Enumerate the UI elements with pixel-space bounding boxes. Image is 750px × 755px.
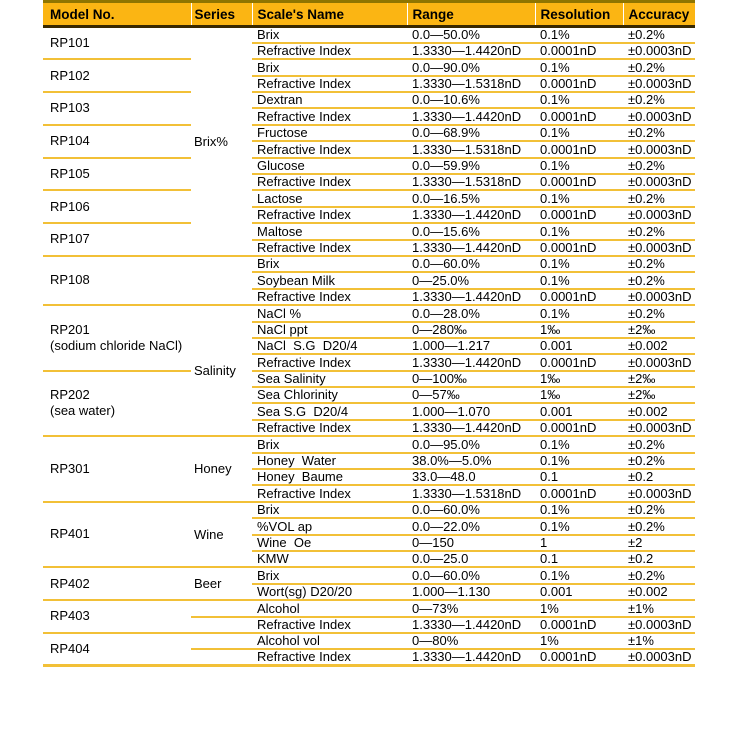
- series-cell-empty: [191, 600, 252, 616]
- scale-name-cell: Refractive Index: [252, 174, 407, 190]
- table-row: [43, 158, 695, 174]
- range-cell: 0.0—60.0%: [407, 567, 535, 583]
- accuracy-cell: ±0.2%: [623, 256, 695, 272]
- range-cell: 0—100‰: [407, 371, 535, 387]
- range-cell: 0—73%: [407, 600, 535, 616]
- accuracy-cell: ±0.0003nD: [623, 420, 695, 436]
- accuracy-cell: ±0.0003nD: [623, 76, 695, 92]
- resolution-cell: 0.0001nD: [535, 649, 623, 665]
- scale-name-cell: Maltose: [252, 223, 407, 239]
- resolution-cell: 0.1%: [535, 59, 623, 75]
- scale-name-cell: Alcohol: [252, 600, 407, 616]
- range-cell: 1.3330—1.5318nD: [407, 76, 535, 92]
- model-no: RP403: [50, 608, 90, 624]
- resolution-cell: 0.0001nD: [535, 420, 623, 436]
- table-row: [43, 600, 695, 616]
- resolution-cell: 0.1%: [535, 305, 623, 321]
- accuracy-cell: ±1%: [623, 633, 695, 649]
- range-cell: 1.3330—1.5318nD: [407, 174, 535, 190]
- accuracy-cell: ±0.2%: [623, 272, 695, 288]
- model-no: RP202: [50, 387, 90, 403]
- model-no: RP402: [50, 575, 90, 591]
- resolution-cell: 0.0001nD: [535, 289, 623, 305]
- accuracy-cell: ±0.0003nD: [623, 108, 695, 124]
- model-no: RP101: [50, 35, 90, 51]
- accuracy-cell: ±0.2%: [623, 502, 695, 518]
- model-no: RP108: [50, 272, 90, 288]
- range-cell: 0.0—15.6%: [407, 223, 535, 239]
- accuracy-cell: ±0.002: [623, 403, 695, 419]
- resolution-cell: 0.1%: [535, 158, 623, 174]
- series-cell: [191, 256, 252, 305]
- accuracy-cell: ±0.2%: [623, 223, 695, 239]
- spec-table-body: [43, 27, 695, 666]
- range-cell: 1.3330—1.4420nD: [407, 43, 535, 59]
- model-cell: [43, 436, 191, 502]
- range-cell: 1.3330—1.4420nD: [407, 289, 535, 305]
- scale-name-cell: Honey Baume: [252, 469, 407, 485]
- resolution-cell: 0.1%: [535, 27, 623, 43]
- model-no: RP301: [50, 460, 90, 476]
- range-cell: 0.0—59.9%: [407, 158, 535, 174]
- range-cell: 0.0—90.0%: [407, 59, 535, 75]
- range-cell: 1.000—1.070: [407, 403, 535, 419]
- column-header-accuracy: Accuracy: [623, 2, 695, 27]
- range-cell: 0.0—25.0: [407, 551, 535, 567]
- accuracy-cell: ±0.2: [623, 469, 695, 485]
- accuracy-cell: ±0.2%: [623, 27, 695, 43]
- series-cell: Wine: [191, 502, 252, 568]
- range-cell: 0—57‰: [407, 387, 535, 403]
- model-cell: [43, 305, 191, 371]
- model-no: RP105: [50, 165, 90, 181]
- resolution-cell: 1: [535, 535, 623, 551]
- column-header-range: Range: [407, 2, 535, 27]
- resolution-cell: 0.0001nD: [535, 617, 623, 633]
- table-row: [43, 190, 695, 206]
- resolution-cell: 0.001: [535, 584, 623, 600]
- table-row: [43, 567, 695, 583]
- scale-name-cell: Fructose: [252, 125, 407, 141]
- accuracy-cell: ±0.0003nD: [623, 617, 695, 633]
- accuracy-cell: ±0.2%: [623, 518, 695, 534]
- model-no: RP103: [50, 100, 90, 116]
- accuracy-cell: ±0.0003nD: [623, 240, 695, 256]
- scale-name-cell: Sea Salinity: [252, 371, 407, 387]
- accuracy-cell: ±0.2%: [623, 158, 695, 174]
- range-cell: 1.3330—1.4420nD: [407, 240, 535, 256]
- range-cell: 0.0—50.0%: [407, 27, 535, 43]
- scale-name-cell: Soybean Milk: [252, 272, 407, 288]
- resolution-cell: 0.1%: [535, 272, 623, 288]
- header-row: [43, 2, 695, 27]
- table-row: [43, 633, 695, 649]
- series-cell-empty: [191, 633, 252, 649]
- series-cell-empty: [191, 617, 252, 633]
- accuracy-cell: ±0.2%: [623, 92, 695, 108]
- range-cell: 1.3330—1.5318nD: [407, 141, 535, 157]
- model-no: RP404: [50, 640, 90, 656]
- column-header-series: Series: [191, 2, 252, 27]
- scale-name-cell: Lactose: [252, 190, 407, 206]
- range-cell: 0—80%: [407, 633, 535, 649]
- scale-name-cell: Refractive Index: [252, 354, 407, 370]
- column-header-scales-name: Scale's Name: [252, 2, 407, 27]
- accuracy-cell: ±0.2%: [623, 305, 695, 321]
- model-cell: [43, 92, 191, 125]
- accuracy-cell: ±0.0003nD: [623, 649, 695, 665]
- scale-name-cell: Sea S.G D20/4: [252, 403, 407, 419]
- range-cell: 0—280‰: [407, 322, 535, 338]
- model-cell: [43, 125, 191, 158]
- model-note: (sea water): [50, 403, 116, 419]
- accuracy-cell: ±2‰: [623, 387, 695, 403]
- range-cell: 38.0%—5.0%: [407, 453, 535, 469]
- accuracy-cell: ±2‰: [623, 371, 695, 387]
- scale-name-cell: Refractive Index: [252, 207, 407, 223]
- resolution-cell: 0.0001nD: [535, 43, 623, 59]
- resolution-cell: 0.0001nD: [535, 485, 623, 501]
- scale-name-cell: Brix: [252, 256, 407, 272]
- scale-name-cell: Sea Chlorinity: [252, 387, 407, 403]
- model-no: RP104: [50, 133, 90, 149]
- accuracy-cell: ±0.2%: [623, 59, 695, 75]
- range-cell: 0.0—60.0%: [407, 256, 535, 272]
- range-cell: 0.0—10.6%: [407, 92, 535, 108]
- model-no: RP102: [50, 67, 90, 83]
- scale-name-cell: Refractive Index: [252, 485, 407, 501]
- accuracy-cell: ±2: [623, 535, 695, 551]
- resolution-cell: 1%: [535, 633, 623, 649]
- model-note: (sodium chloride NaCl): [50, 337, 183, 353]
- scale-name-cell: Wine Oe: [252, 535, 407, 551]
- resolution-cell: 0.1: [535, 469, 623, 485]
- range-cell: 1.3330—1.4420nD: [407, 108, 535, 124]
- scale-name-cell: Refractive Index: [252, 240, 407, 256]
- accuracy-cell: ±0.002: [623, 338, 695, 354]
- resolution-cell: 1‰: [535, 371, 623, 387]
- resolution-cell: 0.1%: [535, 567, 623, 583]
- model-cell: [43, 567, 191, 600]
- range-cell: 0—150: [407, 535, 535, 551]
- range-cell: 1.000—1.130: [407, 584, 535, 600]
- resolution-cell: 0.001: [535, 338, 623, 354]
- resolution-cell: 0.0001nD: [535, 108, 623, 124]
- resolution-cell: 0.0001nD: [535, 76, 623, 92]
- model-cell: [43, 223, 191, 256]
- resolution-cell: 0.0001nD: [535, 174, 623, 190]
- resolution-cell: 0.1%: [535, 518, 623, 534]
- model-no: RP107: [50, 231, 90, 247]
- resolution-cell: 0.1%: [535, 502, 623, 518]
- resolution-cell: 0.1%: [535, 436, 623, 452]
- series-cell-empty: [191, 649, 252, 665]
- resolution-cell: 0.1%: [535, 92, 623, 108]
- model-cell: [43, 256, 191, 305]
- range-cell: 0.0—22.0%: [407, 518, 535, 534]
- model-cell: [43, 158, 191, 191]
- range-cell: 1.3330—1.4420nD: [407, 420, 535, 436]
- accuracy-cell: ±2‰: [623, 322, 695, 338]
- scale-name-cell: Brix: [252, 59, 407, 75]
- range-cell: 0.0—16.5%: [407, 190, 535, 206]
- scale-name-cell: Refractive Index: [252, 617, 407, 633]
- resolution-cell: 1‰: [535, 387, 623, 403]
- scale-name-cell: Refractive Index: [252, 43, 407, 59]
- scale-name-cell: Brix: [252, 567, 407, 583]
- range-cell: 1.000—1.217: [407, 338, 535, 354]
- model-cell: [43, 600, 191, 633]
- accuracy-cell: ±0.2: [623, 551, 695, 567]
- range-cell: 1.3330—1.4420nD: [407, 649, 535, 665]
- accuracy-cell: ±0.0003nD: [623, 174, 695, 190]
- series-cell: Brix%: [191, 27, 252, 256]
- model-no: RP106: [50, 198, 90, 214]
- accuracy-cell: ±0.2%: [623, 190, 695, 206]
- resolution-cell: 0.0001nD: [535, 240, 623, 256]
- range-cell: 0—25.0%: [407, 272, 535, 288]
- column-header-model-no: Model No.: [43, 2, 191, 27]
- scale-name-cell: Refractive Index: [252, 420, 407, 436]
- scale-name-cell: Brix: [252, 436, 407, 452]
- table-row: [43, 305, 695, 321]
- resolution-cell: 0.1: [535, 551, 623, 567]
- series-cell: Salinity: [191, 305, 252, 436]
- scale-name-cell: Refractive Index: [252, 141, 407, 157]
- range-cell: 0.0—28.0%: [407, 305, 535, 321]
- spec-table: [43, 0, 695, 667]
- table-row: [43, 256, 695, 272]
- table-row: [43, 125, 695, 141]
- range-cell: 1.3330—1.4420nD: [407, 207, 535, 223]
- resolution-cell: 1‰: [535, 322, 623, 338]
- table-row: [43, 223, 695, 239]
- accuracy-cell: ±0.2%: [623, 567, 695, 583]
- scale-name-cell: Glucose: [252, 158, 407, 174]
- scale-name-cell: Dextran: [252, 92, 407, 108]
- scale-name-cell: Refractive Index: [252, 289, 407, 305]
- scale-name-cell: NaCl ppt: [252, 322, 407, 338]
- accuracy-cell: ±0.0003nD: [623, 141, 695, 157]
- table-row: [43, 92, 695, 108]
- resolution-cell: 0.0001nD: [535, 207, 623, 223]
- table-row: [43, 371, 695, 387]
- table-row: [43, 502, 695, 518]
- scale-name-cell: NaCl S.G D20/4: [252, 338, 407, 354]
- scale-name-cell: Refractive Index: [252, 649, 407, 665]
- resolution-cell: 0.0001nD: [535, 141, 623, 157]
- resolution-cell: 0.1%: [535, 223, 623, 239]
- accuracy-cell: ±0.0003nD: [623, 207, 695, 223]
- accuracy-cell: ±1%: [623, 600, 695, 616]
- accuracy-cell: ±0.2%: [623, 125, 695, 141]
- model-cell: [43, 27, 191, 60]
- model-cell: [43, 371, 191, 437]
- scale-name-cell: KMW: [252, 551, 407, 567]
- accuracy-cell: ±0.002: [623, 584, 695, 600]
- model-cell: [43, 190, 191, 223]
- model-no: RP401: [50, 526, 90, 542]
- column-header-resolution: Resolution: [535, 2, 623, 27]
- model-cell: [43, 59, 191, 92]
- range-cell: 33.0—48.0: [407, 469, 535, 485]
- scale-name-cell: Alcohol vol: [252, 633, 407, 649]
- range-cell: 1.3330—1.5318nD: [407, 485, 535, 501]
- range-cell: 1.3330—1.4420nD: [407, 354, 535, 370]
- resolution-cell: 0.1%: [535, 453, 623, 469]
- scale-name-cell: %VOL ap: [252, 518, 407, 534]
- resolution-cell: 0.1%: [535, 190, 623, 206]
- table-row: [43, 27, 695, 43]
- accuracy-cell: ±0.2%: [623, 453, 695, 469]
- range-cell: 0.0—60.0%: [407, 502, 535, 518]
- scale-name-cell: Wort(sg) D20/20: [252, 584, 407, 600]
- range-cell: 0.0—68.9%: [407, 125, 535, 141]
- accuracy-cell: ±0.0003nD: [623, 354, 695, 370]
- range-cell: 0.0—95.0%: [407, 436, 535, 452]
- accuracy-cell: ±0.0003nD: [623, 43, 695, 59]
- range-cell: 1.3330—1.4420nD: [407, 617, 535, 633]
- model-no: RP201: [50, 321, 90, 337]
- scale-name-cell: Refractive Index: [252, 108, 407, 124]
- table-row: [43, 59, 695, 75]
- resolution-cell: 0.001: [535, 403, 623, 419]
- accuracy-cell: ±0.2%: [623, 436, 695, 452]
- scale-name-cell: Brix: [252, 502, 407, 518]
- model-cell: [43, 502, 191, 568]
- resolution-cell: 0.1%: [535, 256, 623, 272]
- resolution-cell: 0.0001nD: [535, 354, 623, 370]
- table-header: [43, 2, 695, 27]
- scale-name-cell: Honey Water: [252, 453, 407, 469]
- table-row: [43, 436, 695, 452]
- accuracy-cell: ±0.0003nD: [623, 485, 695, 501]
- series-cell: Honey: [191, 436, 252, 502]
- scale-name-cell: Brix: [252, 27, 407, 43]
- resolution-cell: 1%: [535, 600, 623, 616]
- resolution-cell: 0.1%: [535, 125, 623, 141]
- scale-name-cell: NaCl %: [252, 305, 407, 321]
- scale-name-cell: Refractive Index: [252, 76, 407, 92]
- model-cell: [43, 633, 191, 666]
- series-cell: Beer: [191, 567, 252, 600]
- accuracy-cell: ±0.0003nD: [623, 289, 695, 305]
